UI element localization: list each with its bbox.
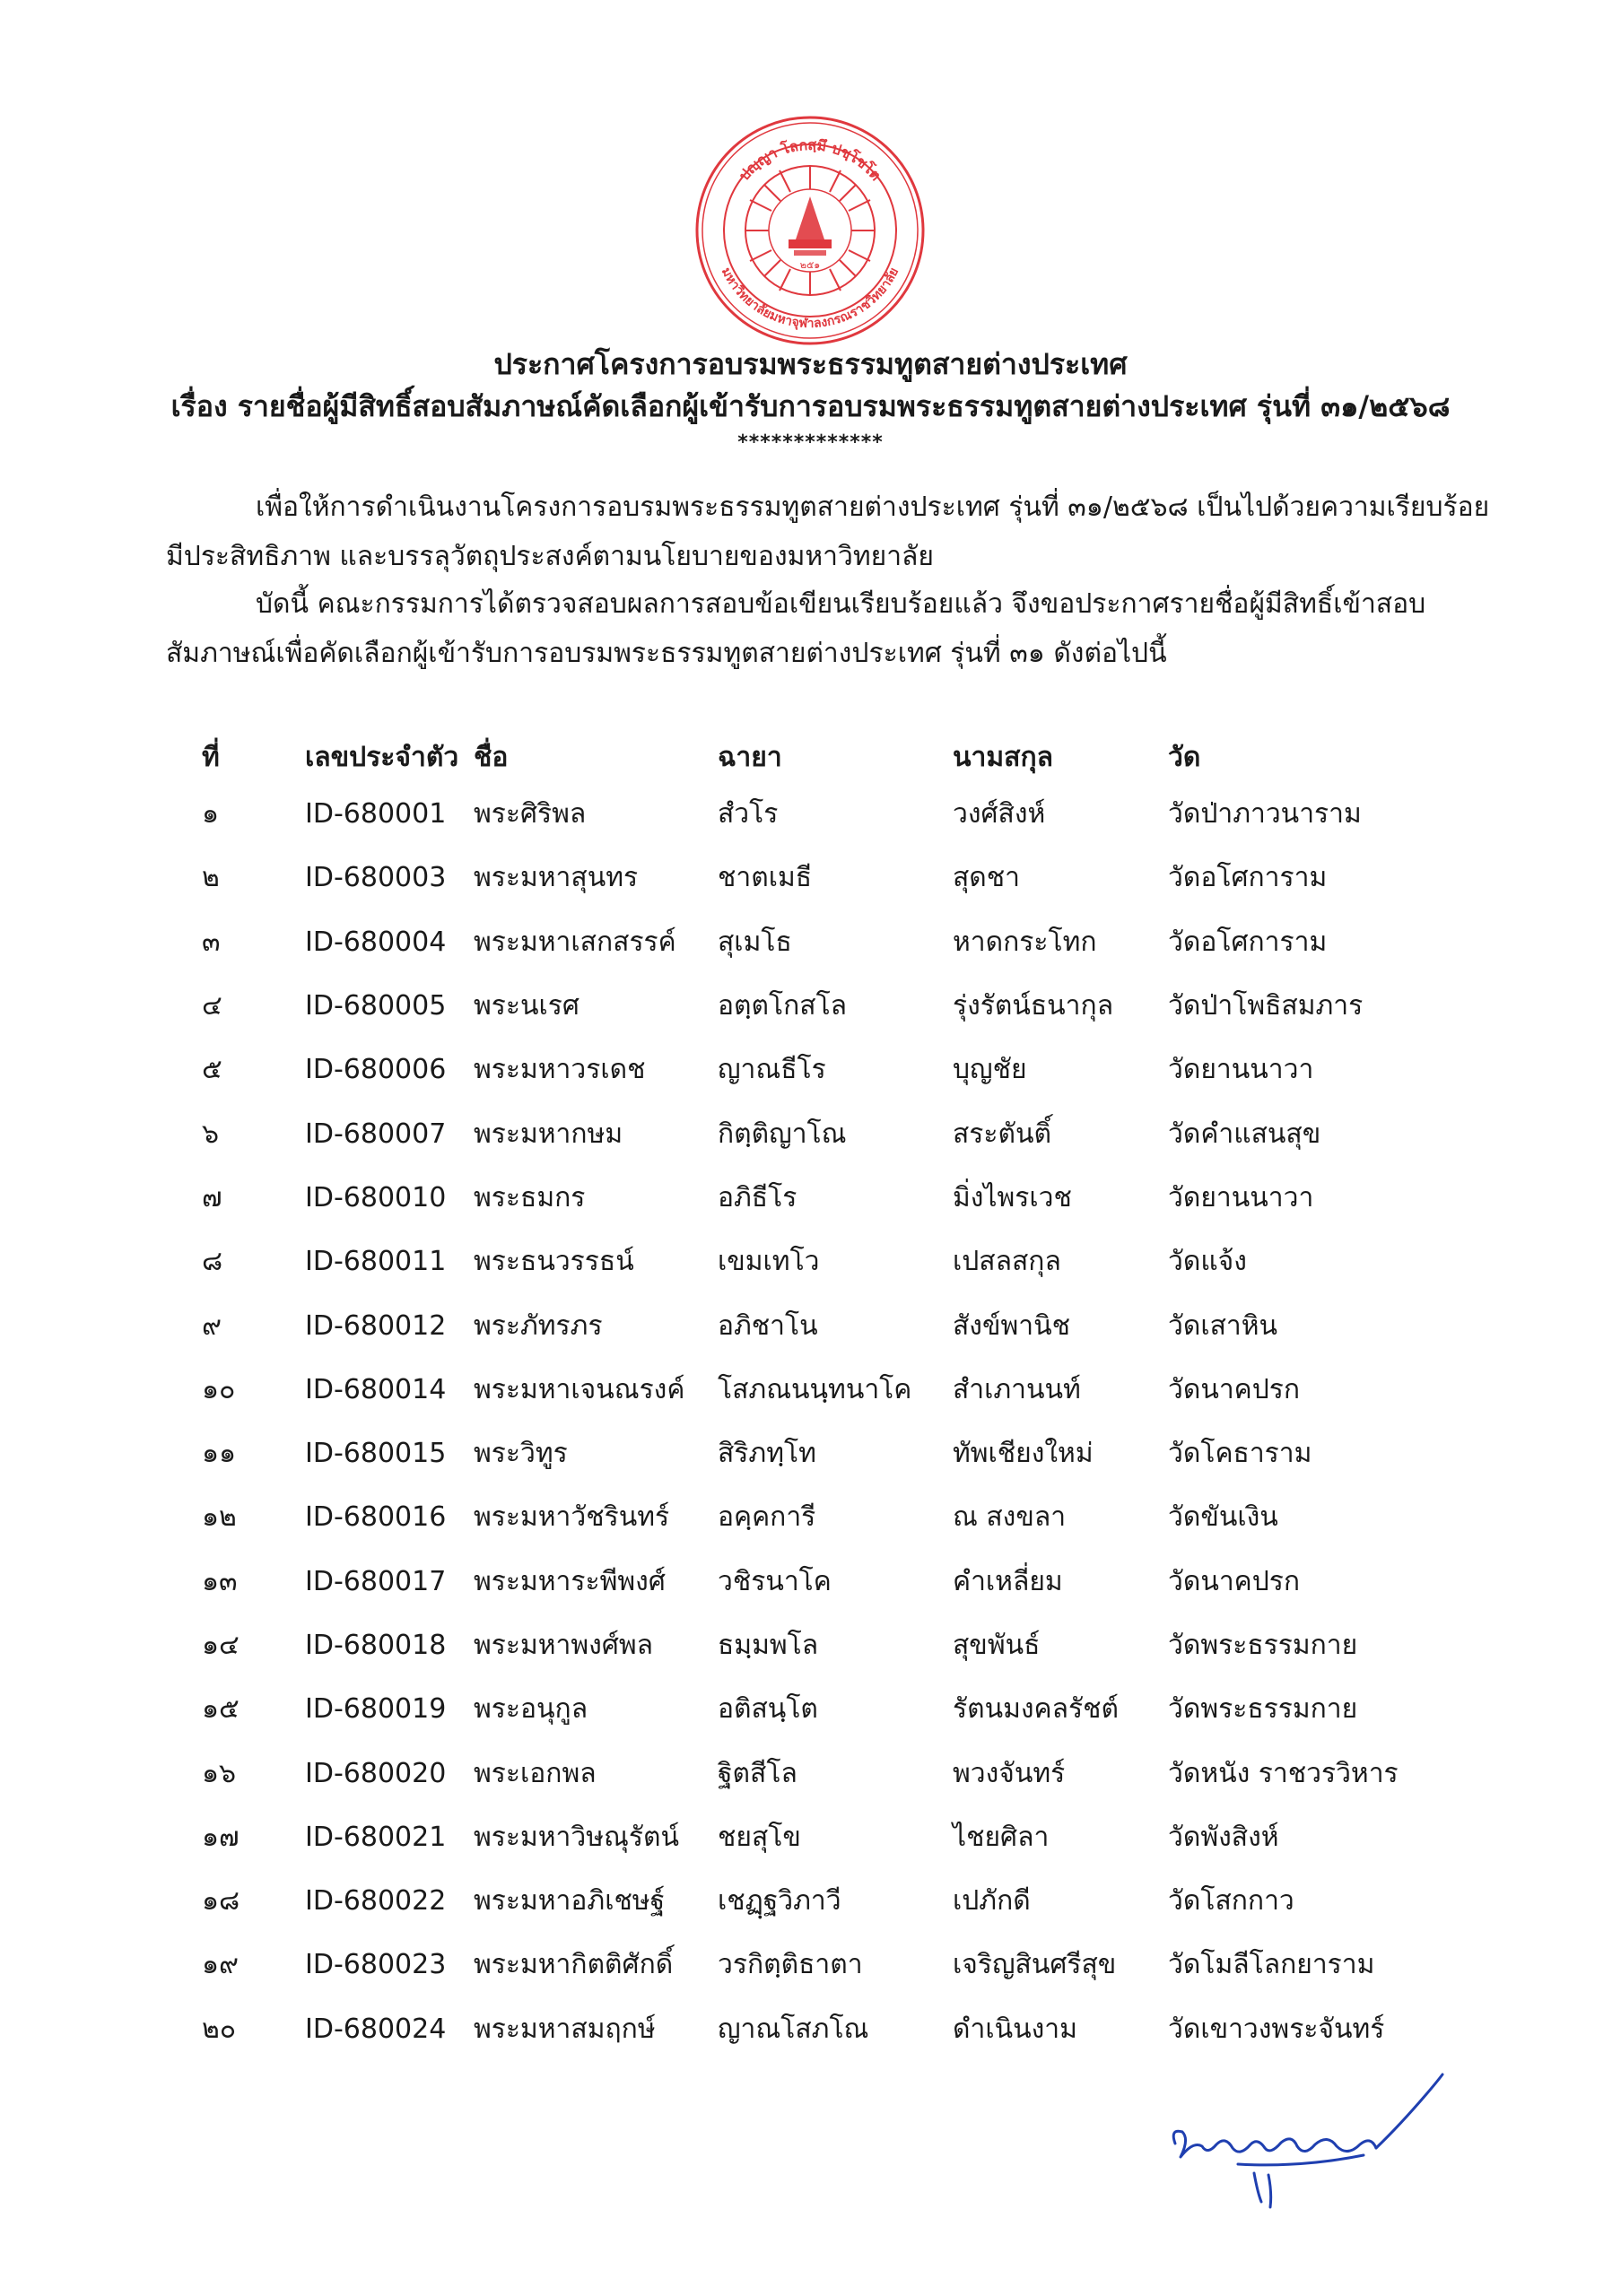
table-row [184,1485,1464,1549]
cell-monastic-title: ธมฺมพโล [718,1630,819,1661]
cell-name: พระมหาสุนทร [474,862,639,894]
cell-no: ๗ [202,1181,222,1213]
cell-monastic-title: กิตฺติญาโณ [718,1118,847,1150]
candidate-table [184,732,1464,2061]
table-row [184,1230,1464,1293]
cell-no: ๒ [202,862,220,894]
cell-wat: วัดป่าโพธิสมภาร [1168,990,1364,1022]
cell-no: ๔ [202,990,222,1022]
cell-name: พระภัทรภร [474,1309,603,1342]
cell-surname: ไชยศิลา [953,1821,1050,1853]
table-row [184,1677,1464,1741]
header-no: ที่ [202,741,220,773]
cell-surname: พวงจันทร์ [953,1757,1066,1789]
cell-monastic-title: ชาตเมธี [718,862,813,894]
cell-id: ID-680024 [305,2013,447,2045]
cell-wat: วัดเขาวงพระจันทร์ [1168,2013,1385,2045]
cell-no: ๑๕ [202,1693,240,1726]
table-row [184,1933,1464,1996]
cell-wat: วัดพังสิงห์ [1168,1821,1279,1853]
cell-surname: หาดกระโทก [953,926,1097,958]
cell-surname: มิ่งไพรเวช [953,1181,1072,1213]
cell-surname: วงศ์สิงห์ [953,798,1046,831]
table-row [184,1293,1464,1357]
cell-id: ID-680011 [305,1246,447,1278]
cell-name: พระมหาระพีพงศ์ [474,1565,666,1597]
cell-id: ID-680016 [305,1501,447,1534]
cell-no: ๑๒ [202,1501,237,1534]
cell-wat: วัดขันเงิน [1168,1501,1278,1534]
cell-monastic-title: วรกิตฺติธาตา [718,1949,863,1981]
cell-no: ๓ [202,926,221,958]
cell-monastic-title: อภิชาโน [718,1309,818,1342]
cell-no: ๑๔ [202,1630,240,1661]
table-row [184,1550,1464,1613]
cell-wat: วัดอโศการาม [1168,926,1328,958]
cell-id: ID-680001 [305,798,447,831]
cell-monastic-title: สํวโร [718,798,779,831]
cell-no: ๒๐ [202,2013,237,2045]
cell-wat: วัดเสาหิน [1168,1309,1278,1342]
announcement-title: ประกาศโครงการอบรมพระธรรมทูตสายต่างประเทศ [493,347,1128,381]
table-row [184,1997,1464,2061]
cell-name: พระอนุกูล [474,1693,588,1726]
cell-no: ๙ [202,1309,222,1342]
cell-name: พระมหาพงศ์พล [474,1630,654,1661]
cell-id: ID-680006 [305,1054,447,1086]
cell-name: พระธนวรรธน์ [474,1246,634,1278]
cell-no: ๑ [202,798,220,831]
table-row [184,1358,1464,1422]
cell-name: พระศิริพล [474,798,587,831]
cell-name: พระมหาวรเดช [474,1054,646,1086]
table-row [184,1166,1464,1230]
seal-motto-text: ปญฺญา โลกสฺมึ ปชฺโชโต [735,135,885,185]
cell-no: ๑๙ [202,1949,240,1981]
cell-wat: วัดโมลีโลกยาราม [1168,1949,1375,1981]
cell-no: ๕ [202,1054,222,1086]
cell-surname: ทัพเชียงใหม่ [953,1438,1094,1470]
cell-surname: รัตนมงคลรัชต์ [953,1693,1119,1726]
cell-no: ๑๓ [202,1565,238,1597]
cell-monastic-title: อตฺตโกสโล [718,990,848,1022]
cell-wat: วัดพระธรรมกาย [1168,1630,1358,1661]
signature-image [1157,2058,1462,2215]
separator-stars: ************* [737,431,884,454]
cell-id: ID-680003 [305,862,447,894]
cell-wat: วัดนาคปรก [1168,1565,1301,1597]
cell-wat: วัดป่าภาวนาราม [1168,798,1362,831]
header-name: ชื่อ [474,741,509,773]
cell-id: ID-680022 [305,1885,447,1918]
cell-name: พระมหาสมฤกษ์ [474,2013,656,2045]
cell-name: พระนเรศ [474,990,580,1022]
table-row [184,1101,1464,1165]
cell-surname: เจริญสินศรีสุข [953,1949,1117,1981]
cell-wat: วัดคำแสนสุข [1168,1118,1321,1150]
seal-ring-text: มหาวิทยาลัยมหาจุฬาลงกรณราชวิทยาลัย [718,265,902,332]
cell-name: พระมหาเสกสรรค์ [474,926,676,958]
cell-id: ID-680015 [305,1438,447,1470]
cell-name: พระมหากิตติศักดิ์ [474,1949,674,1981]
university-seal-logo [693,114,927,347]
cell-surname: ณ สงขลา [953,1501,1067,1534]
cell-monastic-title: เขมเทโว [718,1246,820,1278]
header-monastic-title: ฉายา [718,741,782,773]
cell-name: พระมหาอภิเชษฐ์ [474,1885,666,1918]
header-surname: นามสกุล [953,741,1053,773]
announcement-subject: เรื่อง รายชื่อผู้มีสิทธิ์สอบสัมภาษณ์คัดเลือกผู้เข้ารับการอบรมพระธรรมทูตสายต่างประเทศ รุ่นที่ ๓๑/๒๕๖๘ [170,389,1451,423]
table-row [184,1805,1464,1869]
cell-id: ID-680020 [305,1757,447,1789]
cell-monastic-title: ญาณโสภโณ [718,2013,869,2045]
cell-wat: วัดหนัง ราชวรวิหาร [1168,1757,1399,1789]
table-row [184,974,1464,1038]
cell-no: ๑๗ [202,1821,240,1853]
paragraph-2-line-2: สัมภาษณ์เพื่อคัดเลือกผู้เข้ารับการอบรมพระธรรมทูตสายต่างประเทศ รุ่นที่ ๓๑ ดังต่อไปนี้ [166,638,1167,669]
cell-no: ๑๘ [202,1885,240,1918]
cell-surname: เปภักดี [953,1885,1031,1918]
cell-name: พระมหาเจนณรงค์ [474,1373,685,1405]
table-row [184,846,1464,909]
cell-monastic-title: อภิธีโร [718,1181,797,1213]
cell-id: ID-680017 [305,1565,447,1597]
cell-surname: ดำเนินงาม [953,2013,1077,2045]
cell-id: ID-680019 [305,1693,447,1726]
paragraph-1-line-2: มีประสิทธิภาพ และบรรลุวัตถุประสงค์ตามนโยบายของมหาวิทยาลัย [166,541,934,572]
table-row [184,1869,1464,1933]
cell-id: ID-680023 [305,1949,447,1981]
cell-monastic-title: สุเมโธ [718,926,792,958]
cell-wat: วัดโสกกาว [1168,1885,1294,1918]
cell-surname: สระตันติ์ [953,1118,1052,1150]
cell-monastic-title: อติสนฺโต [718,1693,818,1726]
cell-id: ID-680010 [305,1181,447,1213]
table-row [184,1038,1464,1101]
cell-surname: สังข์พานิช [953,1309,1070,1342]
cell-monastic-title: อคฺคการี [718,1501,816,1534]
cell-id: ID-680007 [305,1118,447,1150]
cell-name: พระเอกพล [474,1757,597,1789]
table-header-row [184,732,1464,782]
table-row [184,910,1464,974]
cell-name: พระมหาวิษณุรัตน์ [474,1821,679,1853]
cell-wat: วัดแจ้ง [1168,1246,1247,1278]
cell-surname: เปสลสกุล [953,1246,1061,1278]
cell-monastic-title: โสภณนนฺทนาโค [718,1373,912,1405]
cell-monastic-title: ชยสุโข [718,1821,801,1853]
cell-surname: สุดชา [953,862,1020,894]
cell-wat: วัดพระธรรมกาย [1168,1693,1358,1726]
table-row [184,782,1464,846]
cell-no: ๑๑ [202,1438,237,1470]
seal-year-text: ๒๕๑ [799,259,821,271]
cell-id: ID-680014 [305,1373,447,1405]
header-wat: วัด [1168,741,1201,773]
table-row [184,1741,1464,1805]
header [0,345,1621,457]
cell-surname: คำเหลี่ยม [953,1565,1063,1597]
table-row [184,1422,1464,1485]
cell-monastic-title: เชฏฺฐวิภาวี [718,1885,841,1918]
cell-id: ID-680018 [305,1630,447,1661]
cell-no: ๑๖ [202,1757,237,1789]
cell-wat: วัดอโศการาม [1168,862,1328,894]
cell-monastic-title: ฐิตสีโล [718,1757,797,1789]
table-row [184,1613,1464,1677]
cell-monastic-title: วชิรนาโค [718,1565,832,1597]
cell-surname: สุขพันธ์ [953,1630,1041,1661]
cell-wat: วัดยานนาวา [1168,1181,1314,1213]
cell-monastic-title: ญาณธีโร [718,1054,826,1086]
cell-wat: วัดนาคปรก [1168,1373,1301,1405]
cell-surname: บุญชัย [953,1054,1027,1086]
cell-id: ID-680004 [305,926,447,958]
cell-id: ID-680012 [305,1309,447,1342]
cell-name: พระมหาวัชรินทร์ [474,1501,670,1534]
cell-no: ๑๐ [202,1373,236,1405]
paragraph-1-line-1: เพื่อให้การดำเนินงานโครงการอบรมพระธรรมทูตสายต่างประเทศ รุ่นที่ ๓๑/๒๕๖๘ เป็นไปด้วยความเรียบร้อย [256,491,1490,523]
cell-wat: วัดโคธาราม [1168,1438,1312,1470]
cell-id: ID-680005 [305,990,447,1022]
cell-monastic-title: สิริภทฺโท [718,1438,816,1470]
cell-surname: สำเภานนท์ [953,1373,1081,1405]
paragraph-2-line-1: บัดนี้ คณะกรรมการได้ตรวจสอบผลการสอบข้อเขียนเรียบร้อยแล้ว จึงขอประกาศรายชื่อผู้มีสิทธิ์เข้าสอบ [256,588,1426,620]
cell-no: ๖ [202,1118,220,1150]
cell-wat: วัดยานนาวา [1168,1054,1314,1086]
cell-no: ๘ [202,1246,223,1278]
cell-name: พระมหากษม [474,1118,623,1150]
header-id: เลขประจำตัว [305,741,459,773]
cell-id: ID-680021 [305,1821,447,1853]
cell-name: พระวิทูร [474,1438,568,1470]
cell-surname: รุ่งรัตน์ธนากุล [953,990,1114,1022]
cell-name: พระธมกร [474,1181,586,1213]
